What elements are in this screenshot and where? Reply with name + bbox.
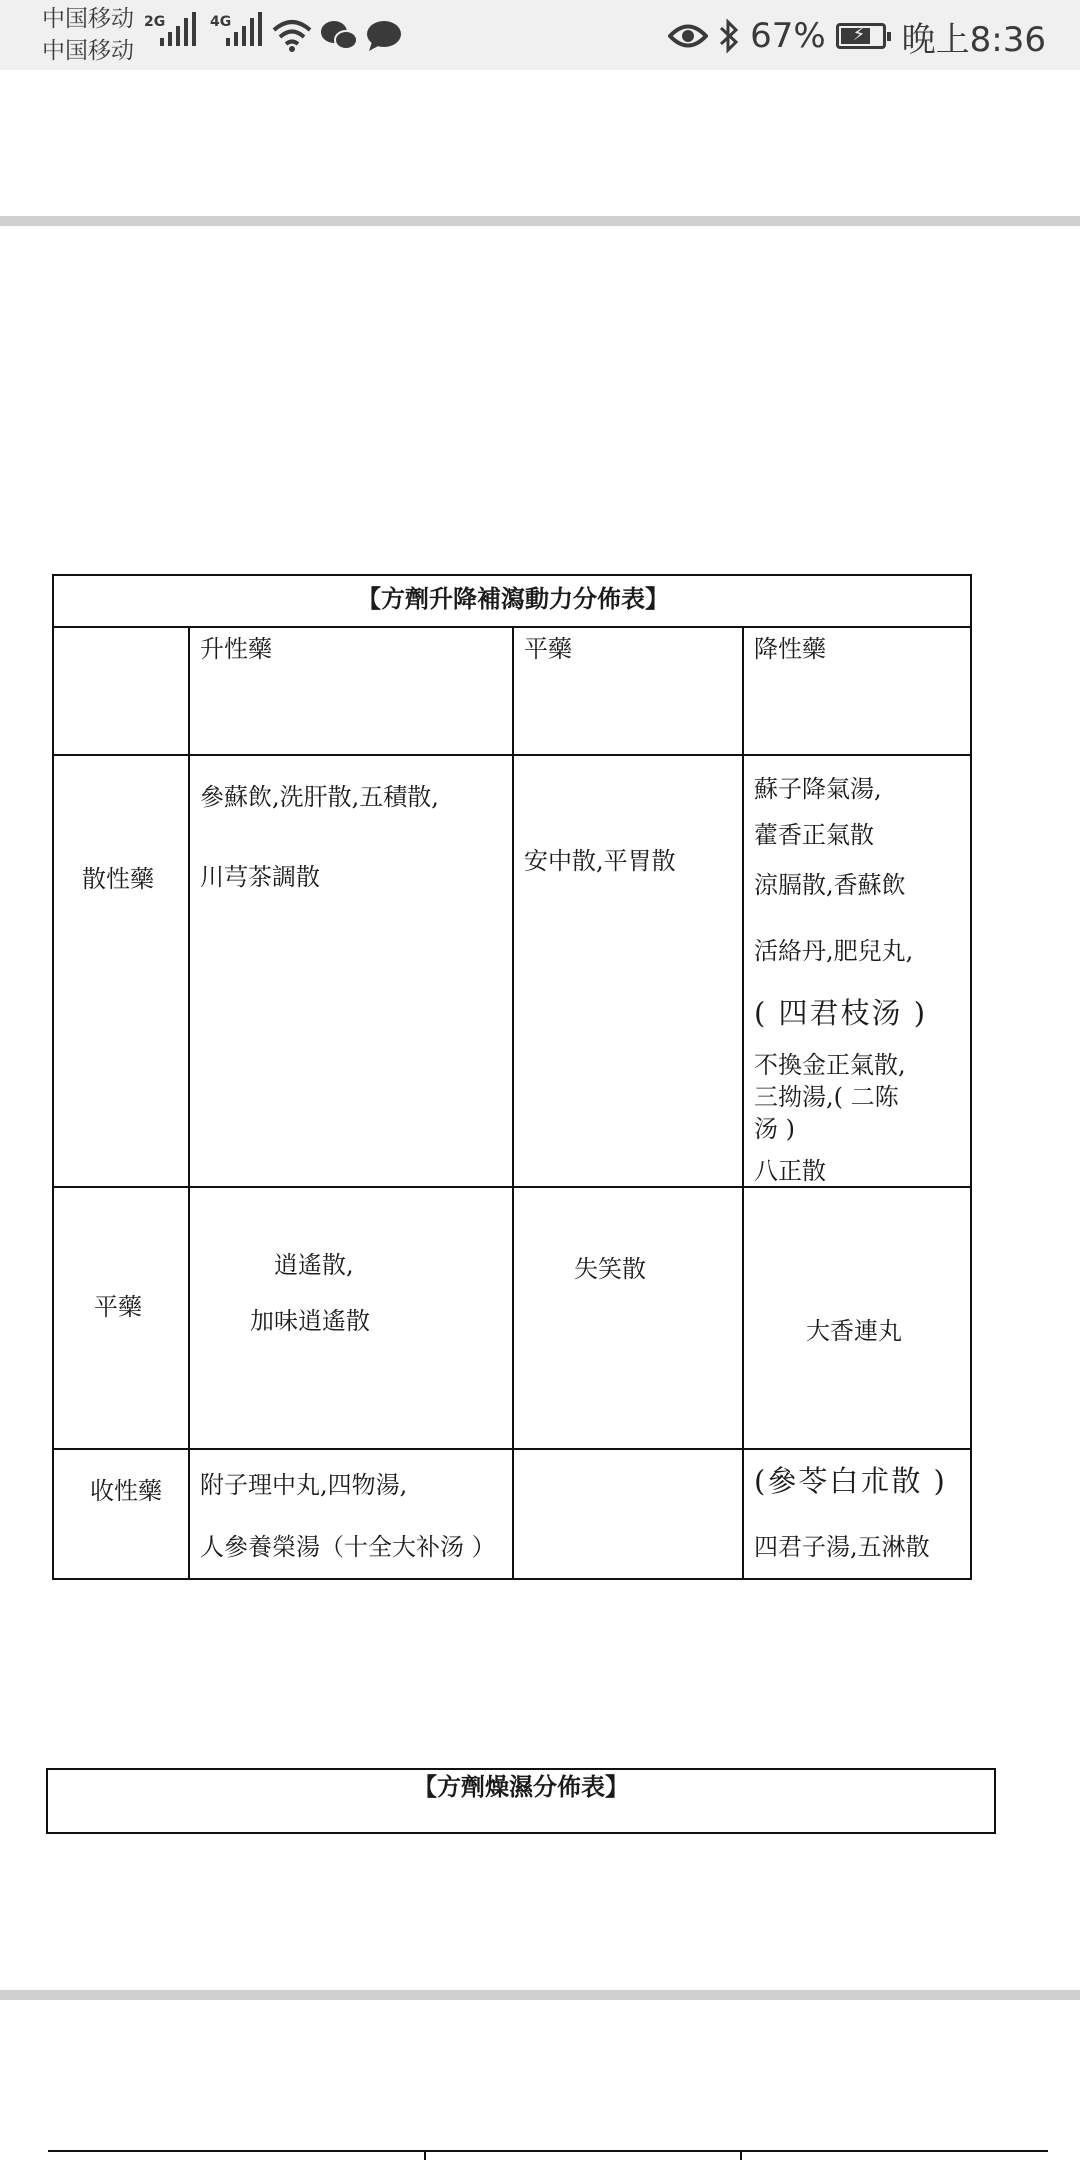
header-rising: 升性藥	[200, 635, 272, 663]
page-divider	[0, 1990, 1080, 2000]
cell-r2-neutral: 失笑散	[574, 1255, 646, 1283]
bluetooth-icon	[718, 18, 740, 54]
wechat-icon	[320, 20, 358, 52]
cell-r1-rising-2: 川芎茶調散	[200, 863, 320, 891]
page-divider	[0, 216, 1080, 226]
status-bar: 中国移动 中国移动 2G 4G 67% ⚡ 晚上8:36	[0, 0, 1080, 70]
row-label-astringent: 收性藥	[90, 1477, 162, 1505]
cell-r1-desc-2: 藿香正氣散	[754, 821, 874, 849]
next-table-edge	[424, 2150, 426, 2160]
carrier-1-label: 中国移动	[42, 6, 134, 32]
cell-r3-desc-1: (參苓白朮散 )	[754, 1464, 947, 1498]
battery-percent: 67%	[750, 16, 826, 56]
table-title: 【方劑升降補瀉動力分佈表】	[357, 584, 669, 613]
carrier-2-label: 中国移动	[42, 38, 134, 64]
header-neutral: 平藥	[524, 635, 572, 663]
wifi-icon	[272, 18, 312, 52]
cell-r3-desc-2: 四君子湯,五淋散	[754, 1533, 930, 1561]
row-label-neutral: 平藥	[94, 1293, 142, 1321]
next-table-edge	[48, 2150, 1048, 2162]
cell-r1-desc-8: 汤 )	[754, 1115, 795, 1143]
header-descending: 降性藥	[754, 635, 826, 663]
cell-r1-desc-3: 涼膈散,香蘇飲	[754, 871, 906, 899]
cell-r1-desc-9: 八正散	[754, 1157, 826, 1185]
cell-r1-rising-1: 參蘇飲,洗肝散,五積散,	[200, 783, 439, 811]
dry-damp-distribution-table	[46, 1768, 996, 1834]
cell-r1-neutral: 安中散,平胃散	[524, 847, 676, 875]
message-icon	[366, 20, 402, 52]
table-title: 【方劑燥濕分佈表】	[413, 1772, 629, 1801]
eye-icon	[668, 21, 708, 51]
clock: 晚上8:36	[901, 19, 1046, 60]
dynamics-distribution-table	[52, 574, 972, 1580]
cell-r1-desc-6: 不換金正氣散,	[754, 1051, 906, 1079]
cell-r2-rising-1: 逍遙散,	[274, 1251, 354, 1279]
cell-r2-rising-2: 加味逍遙散	[250, 1307, 370, 1335]
cell-r3-rising-2: 人參養榮湯（十全大补汤 ）	[200, 1533, 496, 1561]
cell-r1-desc-1: 蘇子降氣湯,	[754, 775, 882, 803]
cell-r1-desc-5: ( 四君枝汤 )	[754, 996, 928, 1030]
cell-r1-desc-7: 三拗湯,( 二陈	[754, 1083, 899, 1111]
battery-icon: ⚡	[836, 23, 886, 49]
cell-r2-descending: 大香連丸	[806, 1317, 902, 1345]
row-label-dispersing: 散性藥	[82, 865, 154, 893]
next-table-edge	[740, 2150, 742, 2160]
cell-r1-desc-4: 活絡丹,肥兒丸,	[754, 937, 914, 965]
cell-r3-rising-1: 附子理中丸,四物湯,	[200, 1471, 408, 1499]
